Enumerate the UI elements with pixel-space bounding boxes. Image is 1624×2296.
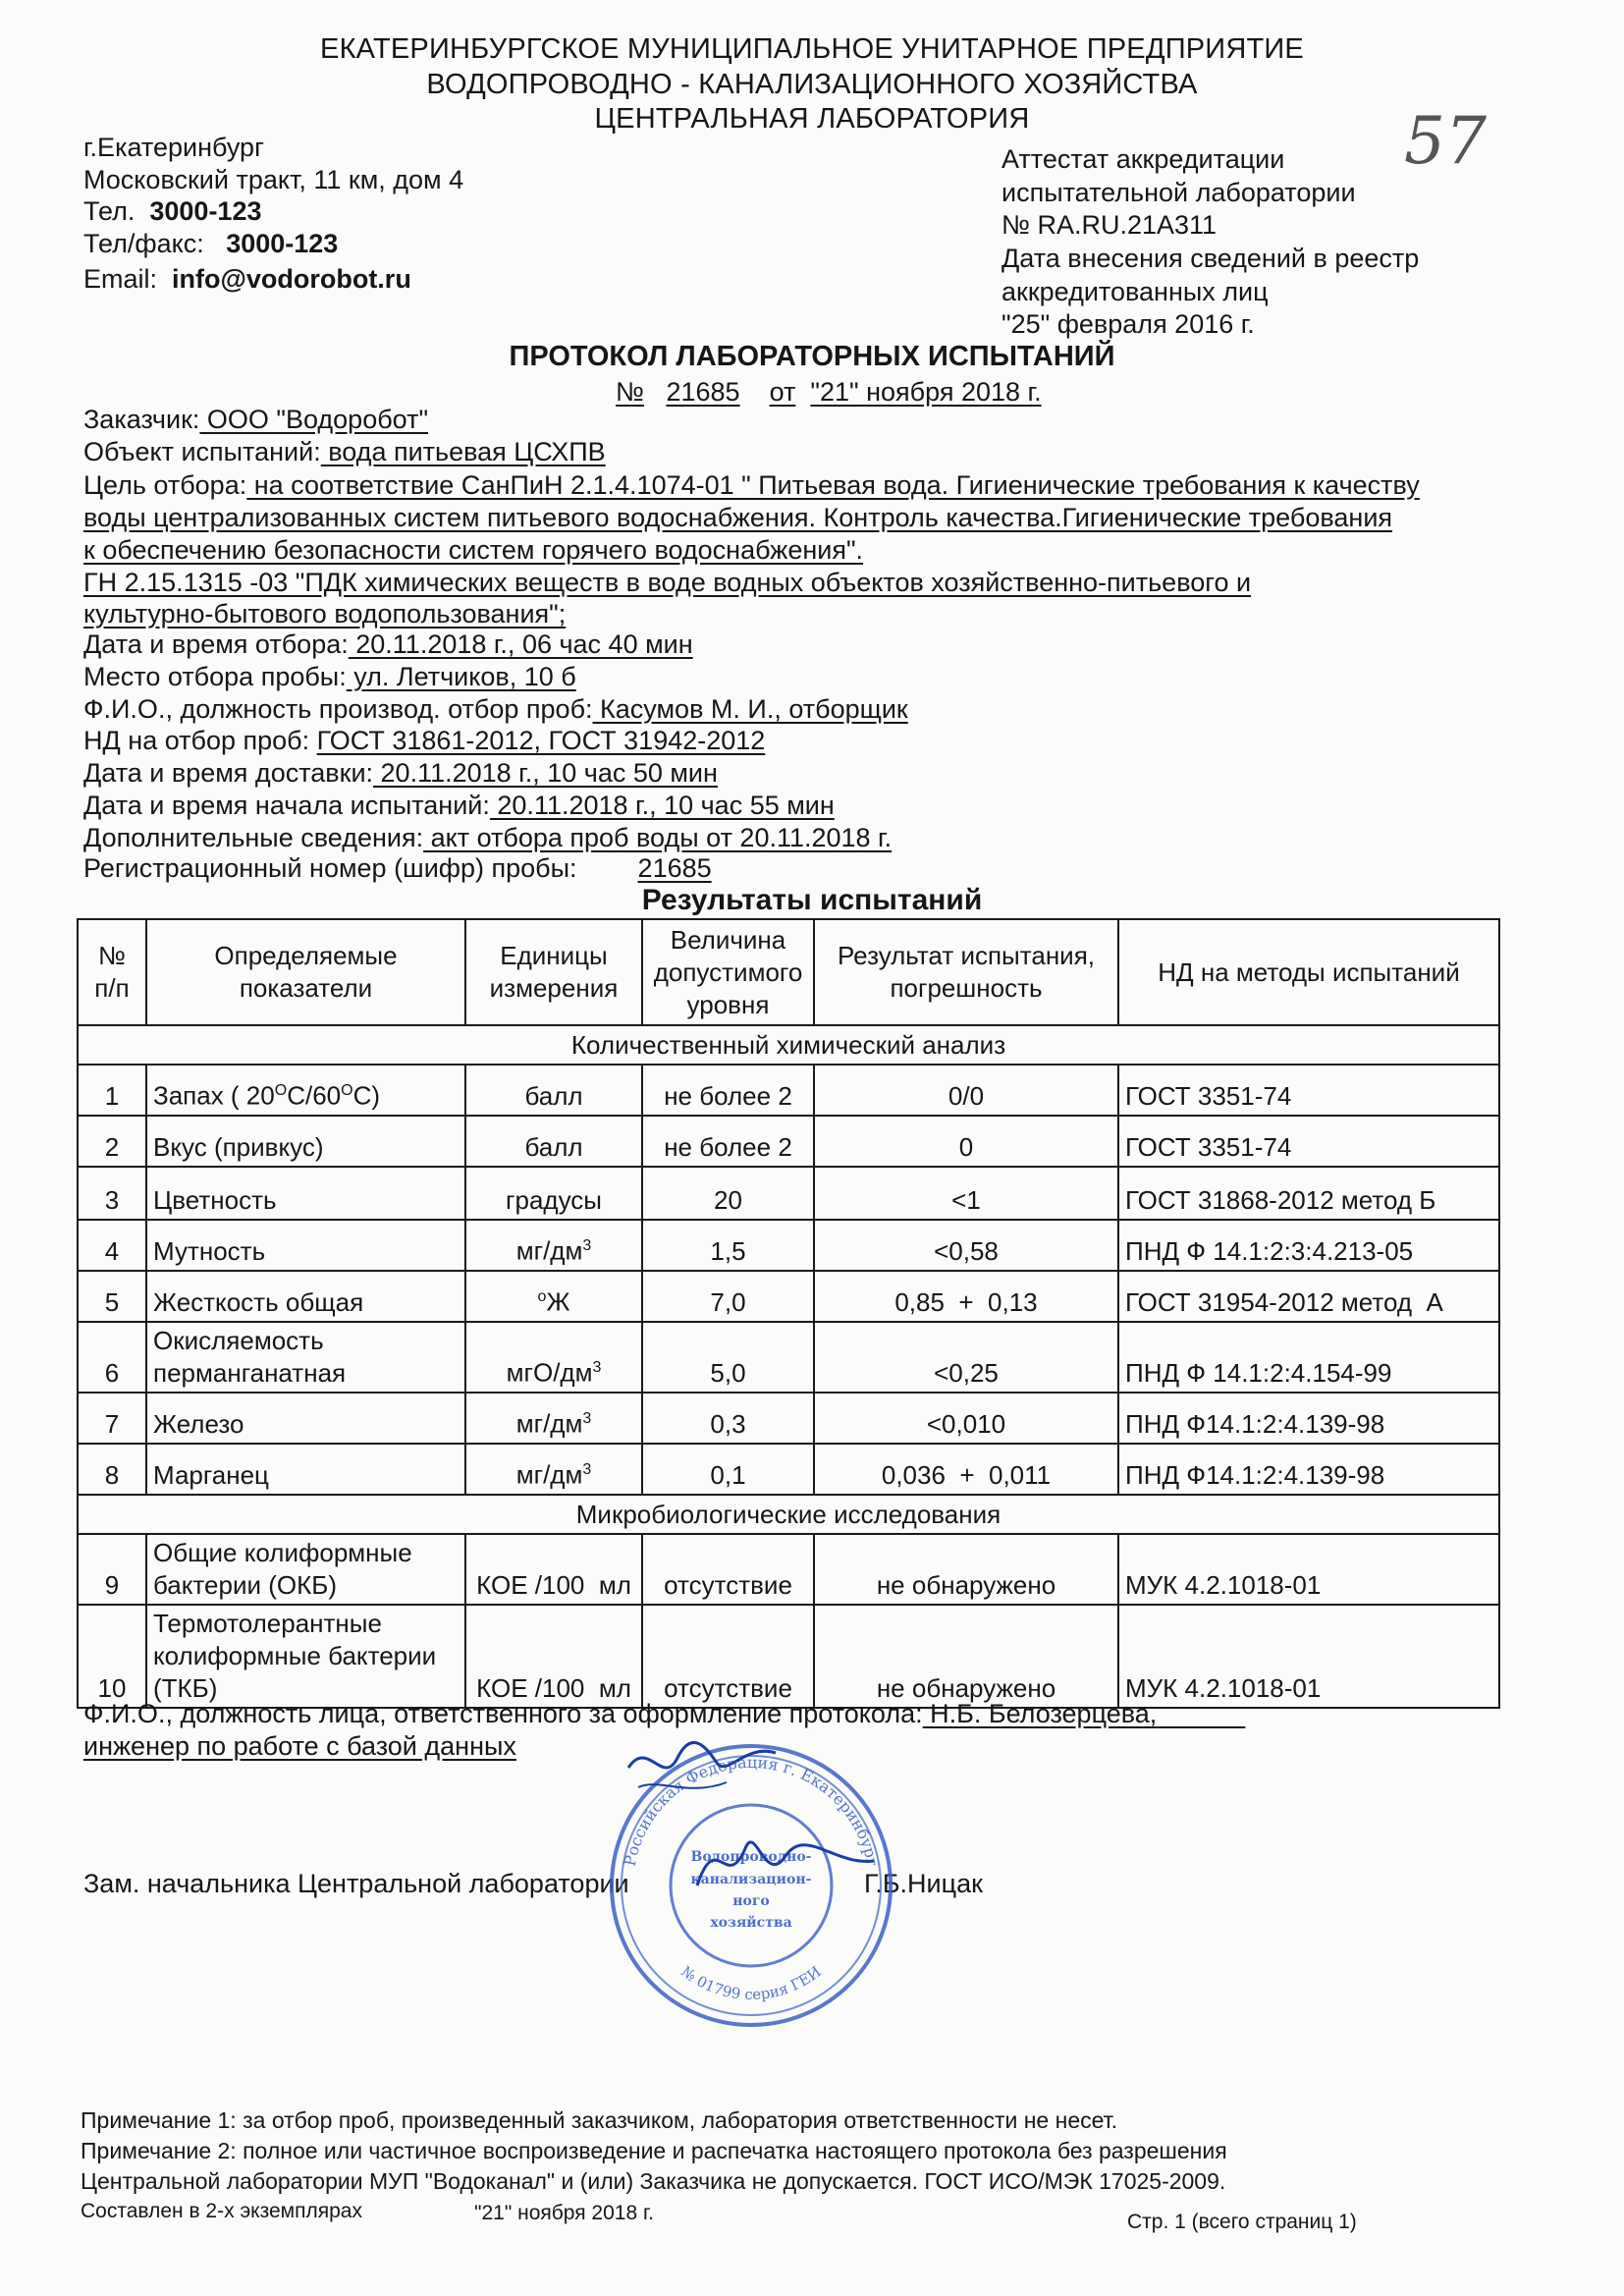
row-result: не обнаружено <box>814 1605 1118 1708</box>
org-name-line3: ЦЕНТРАЛЬНАЯ ЛАБОРАТОРИЯ <box>594 103 1030 135</box>
row-limit: не более 2 <box>642 1116 814 1167</box>
table-row <box>78 1534 1499 1605</box>
row-num: 9 <box>78 1534 146 1605</box>
place-label: Место отбора пробы: <box>83 662 347 691</box>
table-row <box>78 1444 1499 1495</box>
address-street: Московский тракт, 11 км, дом 4 <box>83 165 464 194</box>
note-1: Примечание 1: за отбор проб, произведенный заказчиком, лаборатория ответственности не несет. <box>81 2107 1118 2133</box>
row-limit: 20 <box>642 1167 814 1220</box>
stamp-center-3: ного <box>732 1893 770 1909</box>
org-name-line1: ЕКАТЕРИНБУРГСКОЕ МУНИЦИПАЛЬНОЕ УНИТАРНОЕ ПРЕДПРИЯТИЕ <box>320 33 1304 65</box>
param-text: С) <box>352 1081 380 1111</box>
table-row <box>78 1167 1499 1220</box>
results-title: Результаты испытаний <box>641 884 983 916</box>
unit-sup: 3 <box>582 1237 592 1255</box>
row-result: 0,85 + 0,13 <box>814 1271 1118 1322</box>
address-city: г.Екатеринбург <box>83 133 264 162</box>
unit-text: мг/дм <box>515 1236 583 1266</box>
nd-label: НД на отбор проб: <box>83 726 317 755</box>
reg-value: 21685 <box>637 853 712 883</box>
sampling-time-label: Дата и время отбора: <box>83 629 349 659</box>
row-num: 5 <box>78 1271 146 1322</box>
table-header-row <box>78 919 1499 1025</box>
row-result: <1 <box>814 1167 1118 1220</box>
col-header-limit: Величина допустимого уровня <box>642 919 814 1025</box>
object-row <box>83 437 606 467</box>
purpose-value-2: воды централизованных систем питьевого водоснабжения. Контроль качества.Гигиенические требования <box>83 503 1393 532</box>
row-method: ГОСТ 3351-74 <box>1118 1065 1499 1116</box>
row-unit: балл <box>465 1116 642 1167</box>
start-label: Дата и время начала испытаний: <box>83 791 490 820</box>
param-sup: О <box>341 1082 353 1100</box>
email-label: Email: <box>83 264 158 294</box>
unit-sup: 3 <box>592 1359 602 1377</box>
row-unit <box>465 1444 642 1495</box>
row-method: ГОСТ 31954-2012 метод А <box>1118 1271 1499 1322</box>
row-limit: не более 2 <box>642 1065 814 1116</box>
row-result: <0,010 <box>814 1393 1118 1444</box>
row-num: 4 <box>78 1220 146 1271</box>
place-value: ул. Летчиков, 10 б <box>346 662 576 691</box>
table-row <box>78 1605 1499 1708</box>
row-limit: 7,0 <box>642 1271 814 1322</box>
table-row <box>78 1220 1499 1271</box>
note-2-line-2: Центральной лаборатории МУП "Водоканал" и (или) Заказчика не допускается. ГОСТ ИСО/МЭК 17025-2009. <box>81 2168 1226 2194</box>
row-limit: 0,1 <box>642 1444 814 1495</box>
row-result: 0/0 <box>814 1065 1118 1116</box>
org-name-line2: ВОДОПРОВОДНО - КАНАЛИЗАЦИОННОГО ХОЗЯЙСТВА <box>426 69 1198 100</box>
param-line: Окисляемость <box>153 1326 324 1355</box>
row-limit: 0,3 <box>642 1393 814 1444</box>
row-limit: 5,0 <box>642 1322 814 1393</box>
col-header-method: НД на методы испытаний <box>1118 919 1499 1025</box>
responsible-position: инженер по работе с базой данных <box>83 1731 516 1761</box>
section-row <box>78 1495 1499 1534</box>
row-result: 0,036 + 0,011 <box>814 1444 1118 1495</box>
row-param <box>146 1065 465 1116</box>
row-result: <0,25 <box>814 1322 1118 1393</box>
footer-date: "21" ноября 2018 г. <box>474 2202 654 2224</box>
table-row <box>78 1065 1499 1116</box>
row-num: 2 <box>78 1116 146 1167</box>
sampler-row <box>83 694 908 725</box>
param-line: перманганатная <box>153 1358 347 1388</box>
sampler-label: Ф.И.О., должность производ. отбор проб: <box>83 694 593 724</box>
unit-text: мгО/дм <box>506 1358 593 1388</box>
protocol-number-line <box>616 377 1042 408</box>
row-num: 6 <box>78 1322 146 1393</box>
table-row <box>78 1393 1499 1444</box>
col-header-result: Результат испытания, погрешность <box>814 919 1118 1025</box>
address-fax <box>83 229 338 259</box>
param-line: бактерии (ОКБ) <box>153 1570 337 1600</box>
delivery-row <box>83 758 718 789</box>
address-phone <box>83 196 261 227</box>
extra-value: акт отбора проб воды от 20.11.2018 г. <box>423 823 893 852</box>
accreditation-line2: испытательной лаборатории <box>1001 178 1356 207</box>
row-unit: балл <box>465 1065 642 1116</box>
delivery-value: 20.11.2018 г., 10 час 50 мин <box>373 758 718 788</box>
row-unit <box>465 1220 642 1271</box>
param-line: колиформные бактерии <box>153 1641 437 1670</box>
param-line: (ТКБ) <box>153 1673 218 1703</box>
phone-value: 3000-123 <box>149 196 262 226</box>
row-unit <box>465 1322 642 1393</box>
footer-page: Стр. 1 (всего страниц 1) <box>1127 2211 1357 2233</box>
table-row <box>78 1271 1499 1322</box>
row-param: Мутность <box>146 1220 465 1271</box>
accreditation-line5: аккредитованных лиц <box>1001 277 1269 306</box>
unit-sup: 3 <box>582 1410 592 1428</box>
row-limit: отсутствие <box>642 1534 814 1605</box>
stamp-center-2: канализацион- <box>690 1872 812 1887</box>
col-header-unit: Единицы измерения <box>465 919 642 1025</box>
sampling-time-value: 20.11.2018 г., 06 час 40 мин <box>348 629 693 659</box>
signer-role: Зам. начальника Центральной лаборатории <box>83 1869 629 1898</box>
protocol-date: "21" ноября 2018 г. <box>810 377 1042 407</box>
row-unit: градусы <box>465 1167 642 1220</box>
protocol-number-label: № <box>616 377 644 407</box>
responsible-label: Ф.И.О., должность лица, ответственного за оформление протокола: <box>83 1699 923 1728</box>
accreditation-number: № RA.RU.21A311 <box>1001 210 1218 240</box>
stamp-ring-top: Российская Федерация г. Екатеринбург <box>620 1752 883 1868</box>
row-unit: КОЕ /100 мл <box>465 1534 642 1605</box>
param-sup: О <box>274 1082 288 1100</box>
row-method: ПНД Ф 14.1:2:4.154-99 <box>1118 1322 1499 1393</box>
col-header-num: № п/п <box>78 919 146 1025</box>
protocol-number: 21685 <box>666 377 740 407</box>
row-method: ГОСТ 3351-74 <box>1118 1116 1499 1167</box>
results-table <box>77 918 1500 1709</box>
signature-scribble-2 <box>687 1817 884 1905</box>
row-method: МУК 4.2.1018-01 <box>1118 1534 1499 1605</box>
footer-copies: Составлен в 2-х экземплярах <box>81 2200 362 2222</box>
purpose-row <box>83 470 1420 501</box>
row-method: ПНД Ф 14.1:2:3:4.213-05 <box>1118 1220 1499 1271</box>
row-num: 1 <box>78 1065 146 1116</box>
row-result: 0 <box>814 1116 1118 1167</box>
accreditation-date: "25" февраля 2016 г. <box>1001 309 1255 339</box>
customer-label: Заказчик: <box>83 405 200 434</box>
param-text: С/60 <box>287 1081 342 1111</box>
accreditation-line1: Аттестат аккредитации <box>1001 144 1285 174</box>
stamp-ring-bottom: № 01799 серия ГЕИ <box>677 1962 825 2004</box>
fax-value: 3000-123 <box>226 229 339 258</box>
signature-scribble-1 <box>619 1728 785 1817</box>
sampling-time-row <box>83 629 693 660</box>
row-unit <box>465 1393 642 1444</box>
row-method: ПНД Ф14.1:2:4.139-98 <box>1118 1393 1499 1444</box>
unit-text: мг/дм <box>515 1460 583 1490</box>
section-row <box>78 1025 1499 1065</box>
row-result: не обнаружено <box>814 1534 1118 1605</box>
responsible-name: Н.Б. Белозерцева, <box>922 1699 1158 1728</box>
purpose-value-1: на соответствие СанПиН 2.1.4.1074-01 " Питьевая вода. Гигиенические требования к качеству <box>246 470 1420 500</box>
object-label: Объект испытаний: <box>83 437 321 466</box>
responsible-underline <box>1157 1699 1245 1728</box>
signer-name: Г.Б.Ницак <box>864 1869 983 1898</box>
unit-sup: 3 <box>582 1461 592 1479</box>
row-unit: КОЕ /100 мл <box>465 1605 642 1708</box>
purpose-value-5: культурно-бытового водопользования"; <box>83 599 567 629</box>
customer-row <box>83 405 428 435</box>
row-limit: отсутствие <box>642 1605 814 1708</box>
nd-row <box>83 726 765 756</box>
row-param: Цветность <box>146 1167 465 1220</box>
table-row <box>78 1322 1499 1393</box>
protocol-date-label: от <box>769 377 796 407</box>
stamp-center-4: хозяйства <box>710 1915 792 1931</box>
row-param <box>146 1322 465 1393</box>
email-value: info@vodorobot.ru <box>172 264 411 294</box>
extra-row <box>83 823 892 853</box>
col-header-param: Определяемые показатели <box>146 919 465 1025</box>
purpose-label: Цель отбора: <box>83 470 247 500</box>
sampler-value: Касумов М. И., отборщик <box>592 694 908 724</box>
phone-label: Тел. <box>83 196 135 226</box>
row-param: Марганец <box>146 1444 465 1495</box>
row-num: 7 <box>78 1393 146 1444</box>
row-method: ГОСТ 31868-2012 метод Б <box>1118 1167 1499 1220</box>
row-param: Вкус (привкус) <box>146 1116 465 1167</box>
unit-text: мг/дм <box>515 1409 583 1439</box>
section-microbiology: Микробиологические исследования <box>78 1495 1499 1534</box>
row-method: ПНД Ф14.1:2:4.139-98 <box>1118 1444 1499 1495</box>
start-value: 20.11.2018 г., 10 час 55 мин <box>489 791 835 820</box>
row-num: 3 <box>78 1167 146 1220</box>
delivery-label: Дата и время доставки: <box>83 758 374 788</box>
place-row <box>83 662 576 692</box>
purpose-value-4: ГН 2.15.1315 -03 "ПДК химических веществ в воде водных объектов хозяйственно-питьевого и <box>83 568 1252 597</box>
customer-value: ООО "Водоробот" <box>199 405 429 434</box>
row-param <box>146 1534 465 1605</box>
row-num: 8 <box>78 1444 146 1495</box>
row-method: МУК 4.2.1018-01 <box>1118 1605 1499 1708</box>
extra-label: Дополнительные сведения: <box>83 823 424 852</box>
fax-label: Тел/факс: <box>83 229 204 258</box>
row-unit <box>465 1271 642 1322</box>
row-result: <0,58 <box>814 1220 1118 1271</box>
reg-label: Регистрационный номер (шифр) пробы: <box>83 853 577 883</box>
param-text: Запах ( 20 <box>153 1081 275 1111</box>
row-num: 10 <box>78 1605 146 1708</box>
stamp-center-1: Водопроводно- <box>690 1849 812 1865</box>
purpose-value-3: к обеспечению безопасности систем горячего водоснабжения". <box>83 535 864 565</box>
start-row <box>83 791 835 821</box>
note-2-line-1: Примечание 2: полное или частичное воспроизведение и распечатка настоящего протокола без разрешения <box>81 2138 1227 2163</box>
row-param <box>146 1605 465 1708</box>
nd-value: ГОСТ 31861-2012, ГОСТ 31942-2012 <box>316 726 766 755</box>
table-row <box>78 1116 1499 1167</box>
param-line: Термотолерантные <box>153 1609 382 1638</box>
row-limit: 1,5 <box>642 1220 814 1271</box>
address-email <box>83 264 411 295</box>
responsible-row <box>83 1699 1245 1729</box>
row-param: Железо <box>146 1393 465 1444</box>
protocol-title: ПРОТОКОЛ ЛАБОРАТОРНЫХ ИСПЫТАНИЙ <box>509 341 1115 372</box>
section-chemical: Количественный химический анализ <box>78 1025 1499 1065</box>
unit-sup: о <box>537 1288 547 1306</box>
param-line: Общие колиформные <box>153 1538 412 1567</box>
row-param: Жесткость общая <box>146 1271 465 1322</box>
unit-text: Ж <box>546 1287 570 1317</box>
reg-row <box>83 853 712 884</box>
handwritten-page-number: 57 <box>1404 103 1487 179</box>
accreditation-line4: Дата внесения сведений в реестр <box>1001 244 1420 273</box>
object-value: вода питьевая ЦСХПВ <box>320 437 606 466</box>
